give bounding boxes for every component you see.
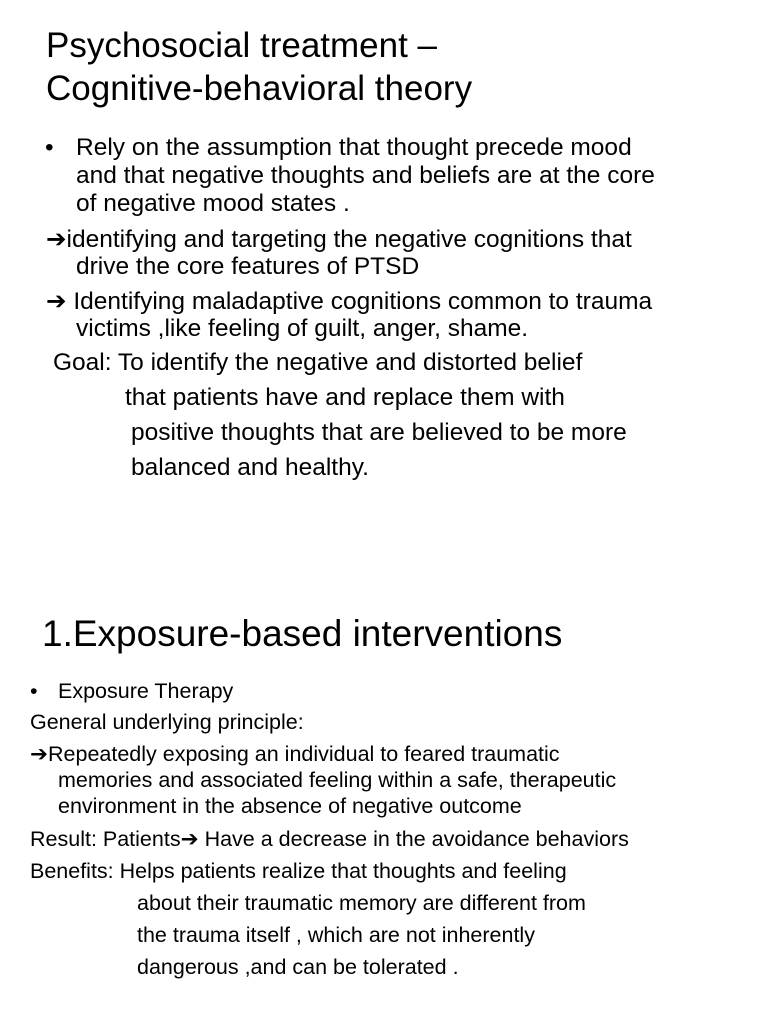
benefits-line: dangerous ,and can be tolerated . bbox=[137, 955, 459, 979]
goal-text-line: positive thoughts that are believed to be more bbox=[131, 419, 627, 446]
bullet-icon: • bbox=[30, 679, 38, 703]
slide-title-line-2: Cognitive-behavioral theory bbox=[46, 69, 473, 108]
benefits-line: about their traumatic memory are different from bbox=[137, 891, 586, 915]
slide-title bbox=[46, 24, 472, 110]
benefits-line: the trauma itself , which are not inherently bbox=[137, 923, 535, 947]
benefits-line: Benefits: Helps patients realize that thoughts and feeling bbox=[30, 859, 567, 883]
arrow-item bbox=[30, 741, 560, 768]
arrow-item-text: Repeatedly exposing an individual to feared traumatic bbox=[48, 742, 560, 766]
goal-text-line: Goal: To identify the negative and distorted belief bbox=[53, 349, 583, 376]
arrow-item-text: identifying and targeting the negative cognitions that bbox=[66, 226, 632, 253]
bullet-icon: • bbox=[45, 134, 54, 161]
arrow-item-text-line: victims ,like feeling of guilt, anger, shame. bbox=[76, 315, 529, 342]
arrow-item-text: Identifying maladaptive cognitions common to trauma bbox=[66, 288, 653, 315]
result-suffix: Have a decrease in the avoidance behaviors bbox=[198, 827, 629, 851]
arrow-item bbox=[46, 225, 632, 254]
goal-text-line: that patients have and replace them with bbox=[125, 384, 565, 411]
arrow-right-icon: ➔ bbox=[46, 224, 67, 253]
arrow-item-text-line: environment in the absence of negative outcome bbox=[58, 794, 522, 818]
arrow-item-text-line: drive the core features of PTSD bbox=[76, 253, 420, 280]
arrow-right-icon: ➔ bbox=[180, 827, 199, 852]
arrow-item-text-line: memories and associated feeling within a safe, therapeutic bbox=[58, 768, 617, 792]
bullet-text-line: and that negative thoughts and beliefs are at the core bbox=[76, 162, 655, 189]
slide-exposure-interventions bbox=[0, 512, 768, 1024]
bullet-text: Exposure Therapy bbox=[58, 679, 234, 703]
slide-title: 1.Exposure-based interventions bbox=[42, 613, 563, 654]
arrow-right-icon: ➔ bbox=[30, 742, 49, 767]
arrow-item bbox=[46, 287, 652, 316]
arrow-right-icon: ➔ bbox=[46, 286, 67, 315]
bullet-text-line: of negative mood states . bbox=[76, 190, 350, 217]
bullet-text-line: Rely on the assumption that thought precede mood bbox=[76, 134, 632, 161]
slide-title-line-1: Psychosocial treatment – bbox=[46, 26, 438, 65]
principle-label: General underlying principle: bbox=[30, 710, 304, 734]
result-line bbox=[30, 826, 629, 853]
goal-text-line: balanced and healthy. bbox=[131, 454, 369, 481]
result-prefix: Result: Patients bbox=[30, 827, 181, 851]
